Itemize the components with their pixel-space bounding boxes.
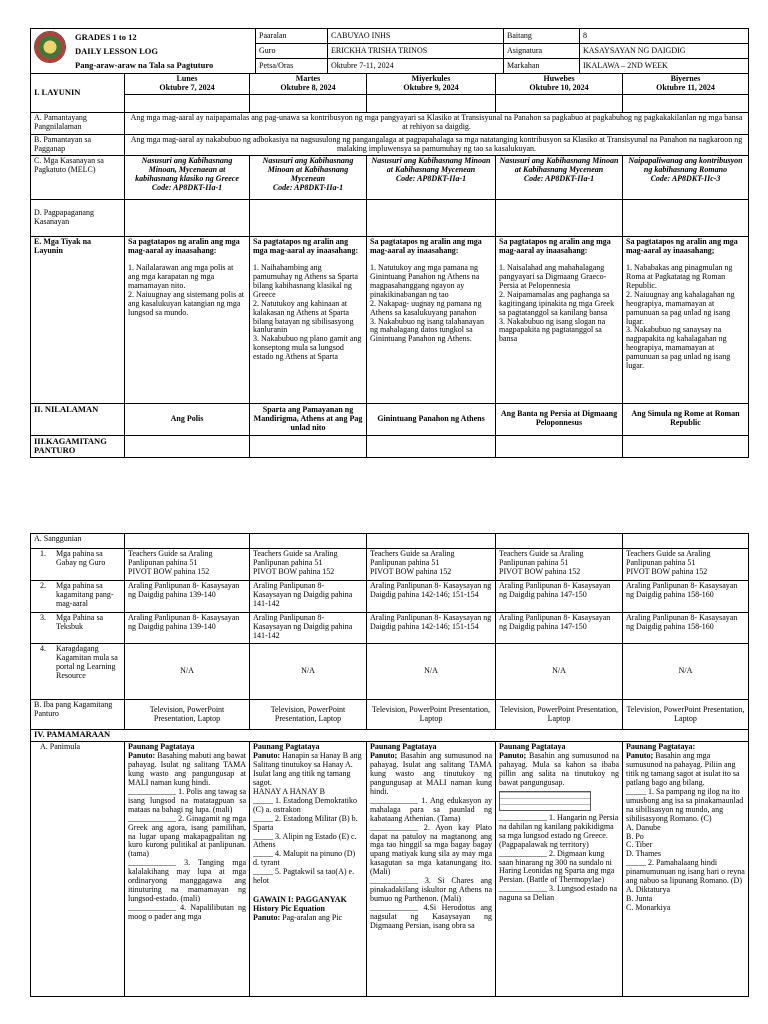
- blank-cell: [623, 95, 749, 113]
- blank-cell: [496, 534, 623, 549]
- value-markahan: IKALAWA – 2ND WEEK: [580, 59, 749, 74]
- text-pamantayang-pangnilalaman: Ang mga mag-aaral ay naipapamalas ang pag-unawa sa kontribusyon ng mga pangyayari sa Klasiko at Transisyunal na Panahon sa pagkabuo at pagkabuhog ng pagkakakilanlan ng mga bansa at rehiyon sa daigdig.: [125, 113, 749, 135]
- topic-thu: Ang Banta ng Persia at Digmaang Peloponnesus: [496, 403, 623, 435]
- mag-aaral-mon: Araling Panlipunan 8- Kasaysayan ng Daigdig pahina 139-140: [125, 581, 250, 613]
- panimula-mon: Paunang Pagtataya Panuto: Basahing mabuti ang bawat pahayag. Isulat ng salitang TAMA kung wasto ang pangungusap at MALI naman kung hindi. ____________ 1. Polis ang tawag sa isang lungsod na matatagpuan sa mataas na bahagi ng lupa. (mali) ____________ 2. Ginagamit ng mga Greek ang agora, isang pamilihan, na lugar upang makapagpalitan ng kuro kurong pulitikal at panlipunan. (tama) ____________ 3. Tanging mga kalalakihang may lupa at mga ordinaryong manggagawa ang itinuturing na mamamayan ng lungsod-estado. (mali) ____________ 4. Napalilibutan ng moog o pader ang mga: [125, 742, 250, 997]
- tiyak-thu: Sa pagtatapos ng aralin ang mga mag-aaral ay inaasahang: 1. Naisalahad ang mahahalagang pangyayari sa Digmaang Graeco-Persia at Pelopennesia 2. Naipamamalas ang paghanga sa kagitingang ipinakita ng mga Greek sa pagtatanggol sa kanilang bansa 3. Nakabubuo ng isang slogan na magpapakita ng pagtatanggol sa bansa: [496, 236, 623, 403]
- word-choice-box-image: [499, 791, 591, 811]
- panimula-fri: Paunang Pagtataya: Panuto; Basahin ang mga sumusunod na pahayag. Piliin ang titik ng tamang sagot at isulat ito sa patlang bago ang bilang. _____ 1. Sa pampang ng ilog na ito umusbong ang isa sa pinakamaunlad na sibilisasyon ng mundo, ang sibilisasyong Romano. (C) A. Danube B. Po C. Tiber D. Thames _____ 2. Pamahalaang hindi pinamumunuan ng isang hari o reyna ang nabuo sa lipunang Romano. (D) A. Diktaturya B. Junta C. Monarkiya: [623, 742, 749, 997]
- iba-mon: Television, PowerPoint Presentation, Laptop: [125, 700, 250, 730]
- teksbuk-thu: Araling Panlipunan 8- Kasaysayan ng Daigdig pahina 147-150: [496, 613, 623, 644]
- section-pamamaraan: IV. PAMAMARAAN: [31, 730, 749, 742]
- blank-cell: [496, 435, 623, 457]
- label-pamantayang-pangnilalaman: A. Pamantayang Pangnilalaman: [31, 113, 125, 135]
- section-nilalaman: II. NILALAMAN: [31, 403, 125, 435]
- value-baitang: 8: [580, 29, 749, 44]
- panimula-wed: Paunang Pagtataya Panuto; Basahin ang sumusunod na pahayag. Isulat ang salitang TAMA kung wasto ang tinutukoy ng pangungusap at MALI naman kung hindi. ____________ 1. Ang edukasyon ay mahalaga para sa paunlad ng kabataang Athenian. (Tama) ____________ 2. Ayon kay Plato dapat na patuloy na magtanong ang mga tao hinggil sa mga bagay bagay upang matiyak kung sila ay may mga kasagutan sa mga katanungang ito. (Mali) ____________ 3. Si Chares ang pinakadakilang iskultor ng Athens na bumuo ng Parthenon. (Mali) ____________ 4.Si Herodotus ang nagsulat ng Kasaysayan ng Digmaang Persian, isang obra sa: [367, 742, 496, 997]
- blank-cell: [623, 435, 749, 457]
- teksbuk-fri: Araling Panlipunan 8- Kasaysayan ng Daigdig pahina 158-160: [623, 613, 749, 644]
- topic-fri: Ang Simula ng Rome at Roman Republic: [623, 403, 749, 435]
- blank-cell: [623, 534, 749, 549]
- header-titles: [31, 29, 256, 74]
- day-header-tue: Martes Oktubre 8, 2024: [250, 74, 367, 95]
- label-petsa: Petsa/Oras: [256, 59, 328, 74]
- iba-fri: Television, PowerPoint Presentation, Laptop: [623, 700, 749, 730]
- blank-cell: [125, 534, 250, 549]
- lr-fri: N/A: [623, 644, 749, 700]
- value-paaralan: CABUYAO INHS: [328, 29, 504, 44]
- label-teksbuk: 3. Mga Pahina sa Teksbuk: [31, 613, 125, 644]
- label-learning-resource: 4. Karagdagang Kagamitan mula sa portal ng Learning Resource: [31, 644, 125, 700]
- lesson-log-table-1: [30, 73, 749, 458]
- mag-aaral-tue: Araling Panlipunan 8- Kasaysayan ng Daigdig pahina 141-142: [250, 581, 367, 613]
- tiyak-mon: Sa pagtatapos ng aralin ang mga mag-aaral ay inaasahang: 1. Nailalarawan ang mga polis at ang mga karapatan ng mga mamamayan nito. 2. Naiuugnay ang sistemang polis at ang kasalukuyan katangian ng mga lungsod sa mundo.: [125, 236, 250, 403]
- lr-thu: N/A: [496, 644, 623, 700]
- value-petsa: Oktubre 7-11, 2024: [328, 59, 504, 74]
- day-header-thu: Huwebes Oktubre 10, 2024: [496, 74, 623, 95]
- blank-cell: [367, 95, 496, 113]
- label-gabay-guro: 1. Mga pahina sa Gabay ng Guro: [31, 549, 125, 581]
- melc-thu: Nasusuri ang Kabihasnang Minoan at Kabihasnang Mycenean Code: AP8DKT-IIa-1: [496, 155, 623, 199]
- value-guro: ERICKHA TRISHA TRINOS: [328, 44, 504, 59]
- melc-fri: Naipapaliwanag ang kontribusyon ng kabihasnang Romano Code: AP8DKT-IIc-3: [623, 155, 749, 199]
- mag-aaral-fri: Araling Panlipunan 8- Kasaysayan ng Daigdig pahina 158-160: [623, 581, 749, 613]
- label-melc: C. Mga Kasanayan sa Pagkatuto (MELC): [31, 155, 125, 199]
- label-panimula: A. Panimula: [31, 742, 125, 997]
- tiyak-fri: Sa pagtatapos ng aralin ang mga mag-aaral ay inaasahang; 1. Nababakas ang pinagmulan ng Roma at Pagkatatag ng Roman Republic. 2. Naiuugnay ang kahalagahan ng heograpiya, mamamayan at pamunuan sa pag unlad ng isang lugar. 3. Nakabubuo ng sanaysay na nagpapakita ng kahalagahan ng heograpiya, mamamayan at pamunuan sa pag unlad ng isang lugar.: [623, 236, 749, 403]
- label-asignatura: Asignatura: [504, 44, 580, 59]
- section-kagamitang-panturo: III.KAGAMITANG PANTURO: [31, 435, 125, 457]
- gabay-guro-fri: Teachers Guide sa Araling Panlipunan pahina 51 PIVOT BOW pahina 152: [623, 549, 749, 581]
- text-pamantayan-pagganap: Ang mga mag-aaral ay nakabubuo ng adbokasiya na nagsusulong ng pangangalaga at pagpapahalaga sa mga natatanging kontribusyon sa Klasiko at Transisyunal na Panahon na nagkaroon ng malaking impluwensya sa pamumuhay ng tao sa kasalukuyan.: [125, 135, 749, 156]
- label-paaralan: Paaralan: [256, 29, 328, 44]
- label-baitang: Baitang: [504, 29, 580, 44]
- lesson-log-table-2: [30, 533, 749, 997]
- iba-tue: Television, PowerPoint Presentation, Laptop: [250, 700, 367, 730]
- label-iba-pang-kagamitan: B. Iba pang Kagamitang Panturo: [31, 700, 125, 730]
- melc-mon: Nasusuri ang Kabihasnang Minoan, Mycenaean at kabihasnang klasiko ng Greece Code: AP8DKT-IIa-1: [125, 155, 250, 199]
- melc-wed: Nasusuri ang Kabihasnang Minoan at Kabihasnang Mycenean Code: AP8DKT-IIa-1: [367, 155, 496, 199]
- teksbuk-mon: Araling Panlipunan 8- Kasaysayan ng Daigdig pahina 139-140: [125, 613, 250, 644]
- day-header-mon: Lunes Oktubre 7, 2024: [125, 74, 250, 95]
- lr-wed: N/A: [367, 644, 496, 700]
- label-tiyak-na-layunin: E. Mga Tiyak na Layunin: [31, 236, 125, 403]
- topic-mon: Ang Polis: [125, 403, 250, 435]
- label-pagpapaganang-kasanayan: D. Pagpapaganang Kasanayan: [31, 199, 125, 236]
- topic-wed: Ginintuang Panahon ng Athens: [367, 403, 496, 435]
- section-layunin: I. LAYUNIN: [31, 74, 125, 113]
- blank-cell: [496, 95, 623, 113]
- gabay-guro-tue: Teachers Guide sa Araling Panlipunan pahina 51 PIVOT BOW pahina 152: [250, 549, 367, 581]
- lr-mon: N/A: [125, 644, 250, 700]
- mag-aaral-wed: Araling Panlipunan 8- Kasaysayan ng Daigdig pahina 142-146; 151-154: [367, 581, 496, 613]
- gabay-guro-wed: Teachers Guide sa Araling Panlipunan pahina 51 PIVOT BOW pahina 152: [367, 549, 496, 581]
- blank-cell: [125, 199, 250, 236]
- blank-cell: [367, 435, 496, 457]
- teksbuk-tue: Araling Panlipunan 8- Kasaysayan ng Daigdig pahina 141-142: [250, 613, 367, 644]
- tiyak-tue: Sa pagtatapos ng aralin ang mga mag-aaral ay inaasahang: 1. Naihahambing ang pamumuhay ng Athens sa Sparta bilang kabihasnang klasikal ng Greece 2. Natutukoy ang kahinaan at kalakasan ng Athens at Sparta bilang batayan ng sibilisasyong kanluranin 3. Nakabubuo ng plano gamit ang konseptong mula sa lungsod estado ng Athens at Sparta: [250, 236, 367, 403]
- blank-cell: [367, 199, 496, 236]
- label-kagamitang-mag-aaral: 2. Mga pahina sa kagamitang pang-mag-aaral: [31, 581, 125, 613]
- mag-aaral-thu: Araling Panlipunan 8- Kasaysayan ng Daigdig pahina 147-150: [496, 581, 623, 613]
- panimula-tue: Paunang Pagtataya Panuto: Hanapin sa Hanay B ang Salitang tinutukoy sa Hanay A. Isulat lang ang titik ng tamang sagot. HANAY A HANAY B _____ 1. Estadong Demokratiko (C) a. ostrakon _____ 2. Estadong Militar (B) b. Sparta _____ 3. Alipin ng Estado (E) c. Athens _____ 4. Malupit na pinuno (D) d. tyrant _____ 5. Pagtakwil sa tao(A) e. helot GAWAIN I: PAGGANYAK History Pic Equation Panuto: Pag-aralan ang Pic: [250, 742, 367, 997]
- title-dll: DAILY LESSON LOG: [75, 46, 158, 56]
- title-tala: Pang-araw-araw na Tala sa Pagtuturo: [75, 60, 214, 70]
- header-table: [30, 28, 749, 74]
- melc-tue: Nasusuri ang Kabihasnang Minoan at Kabihasnang Mycenean Code: AP8DKT-IIa-1: [250, 155, 367, 199]
- blank-cell: [125, 435, 250, 457]
- blank-cell: [250, 199, 367, 236]
- panimula-thu: Paunang Pagtataya Panuto; Basahin ang sumusunod na pahayag. Mula sa kahon sa ibaba pillin ang salita na tinutukoy ng bawat pangungusap. ____________ 1. Hangarin ng Persia na dahilan ng kanilang pakikidigma sa mga lungsod estado ng Greece. (Pagpapalawak ng territory) ____________ 2. Digmaan kung saan hinarang ng 300 na sundalo ni Haring Leonidas ng Sparta ang mga Persian. (Battle of Thermopylae) ____________ 3. Lungsod estado na naguna sa Delian: [496, 742, 623, 997]
- blank-cell: [125, 95, 250, 113]
- day-header-fri: Biyernes Oktubre 11, 2024: [623, 74, 749, 95]
- blank-cell: [623, 199, 749, 236]
- blank-cell: [367, 534, 496, 549]
- label-markahan: Markahan: [504, 59, 580, 74]
- label-sanggunian: A. Sanggunian: [31, 534, 125, 549]
- blank-cell: [250, 95, 367, 113]
- day-header-wed: Miyerkules Oktubre 9, 2024: [367, 74, 496, 95]
- tiyak-wed: Sa pagtatapos ng aralin ang mga mag-aaral ay inaasahang: 1. Natutukoy ang mga pamana ng Ginintuang Panahon ng Athens na magpasahanggang ngayon ay pinakikinabangan ng tao 2. Nakapag- uugnay ng pamana ng Athens sa kasalukuyang panahon 3. Nakabubuo ng isang talahanayan ng mahalagang datos tungkol sa Ginintuang Panahon ng Athens.: [367, 236, 496, 403]
- teksbuk-wed: Araling Panlipunan 8- Kasaysayan ng Daigdig pahina 142-146; 151-154: [367, 613, 496, 644]
- gabay-guro-thu: Teachers Guide sa Araling Panlipunan pahina 51 PIVOT BOW pahina 152: [496, 549, 623, 581]
- title-grades: GRADES 1 to 12: [75, 32, 137, 42]
- gabay-guro-mon: Teachers Guide sa Araling Panlipunan pahina 51 PIVOT BOW pahina 152: [125, 549, 250, 581]
- label-guro: Guro: [256, 44, 328, 59]
- label-pamantayan-pagganap: B. Pamantayan sa Pagganap: [31, 135, 125, 156]
- blank-cell: [250, 435, 367, 457]
- iba-thu: Television, PowerPoint Presentation, Laptop: [496, 700, 623, 730]
- iba-wed: Television, PowerPoint Presentation, Laptop: [367, 700, 496, 730]
- blank-cell: [250, 534, 367, 549]
- blank-cell: [496, 199, 623, 236]
- lr-tue: N/A: [250, 644, 367, 700]
- value-asignatura: KASAYSAYAN NG DAIGDIG: [580, 44, 749, 59]
- topic-tue: Sparta ang Pamayanan ng Mandirigma, Athens at ang Pag unlad nito: [250, 403, 367, 435]
